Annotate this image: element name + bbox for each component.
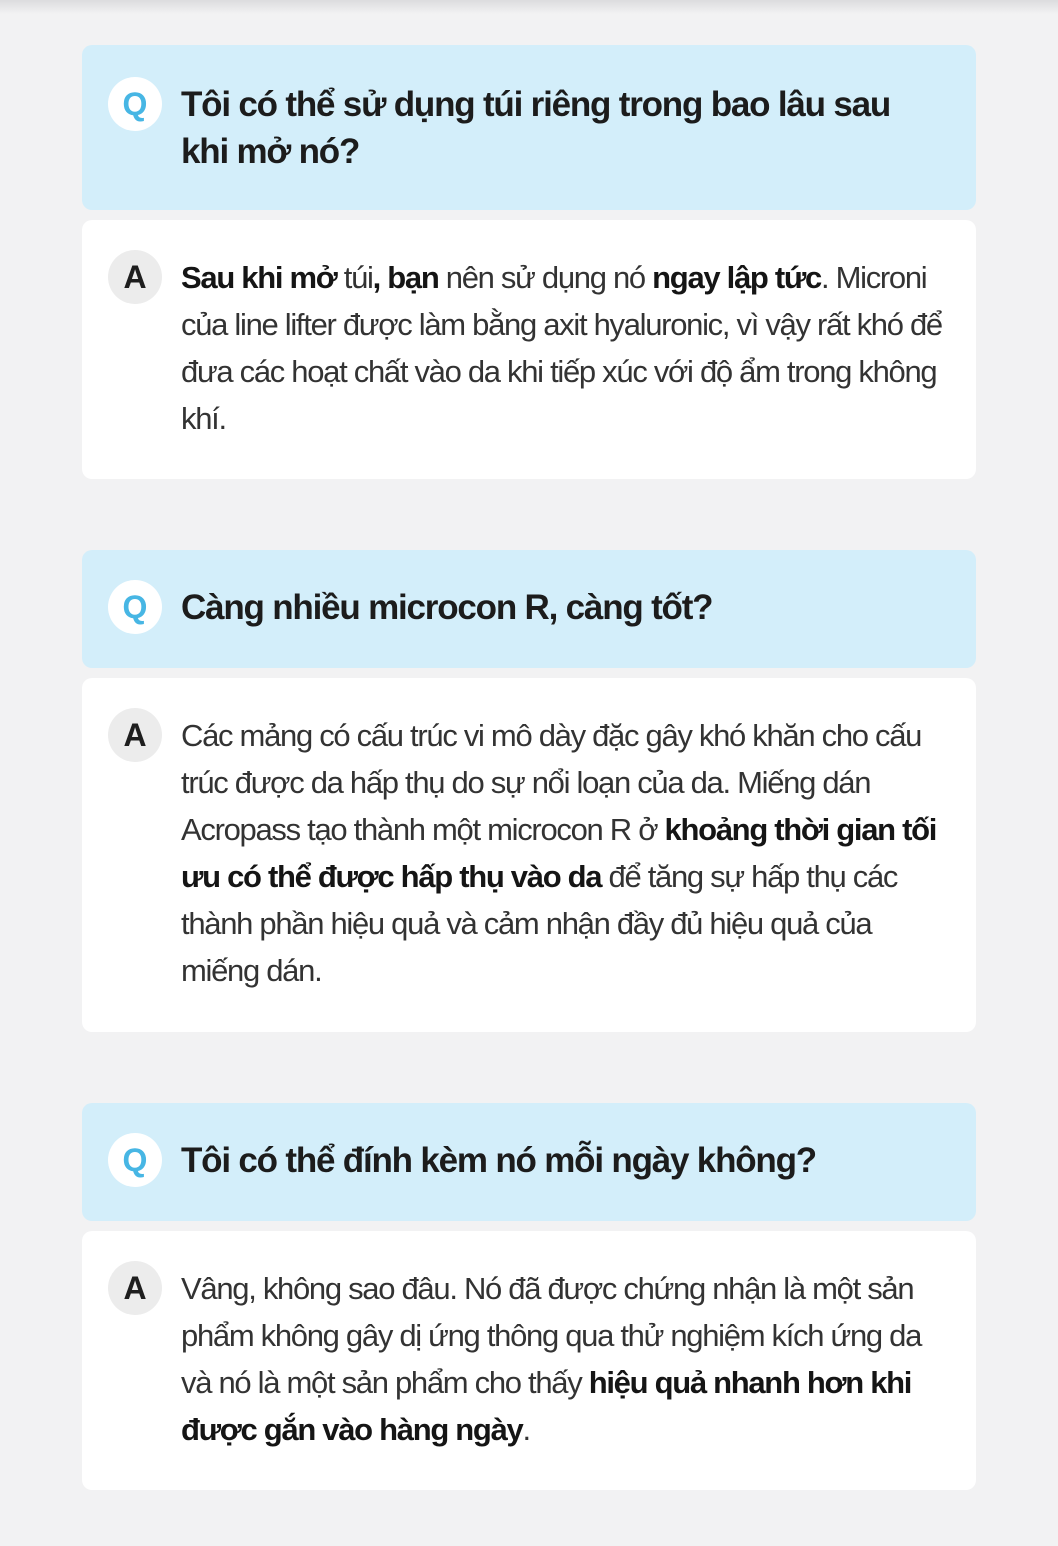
- answer-text: [181, 254, 950, 442]
- question-text: Tôi có thể sử dụng túi riêng trong bao lâu sau khi mở nó?: [181, 85, 891, 171]
- faq-item: [82, 1103, 976, 1490]
- answer-segment: khoảng thời gian tối ưu có thể được hấp thụ vào da: [181, 812, 937, 894]
- answer-segment: để tăng sự hấp thụ các thành phần hiệu quả và cảm nhận đầy đủ hiệu quả của miếng dán.: [181, 859, 898, 988]
- answer-segment: nên sử dụng nó: [438, 260, 653, 295]
- question-badge: Q: [108, 1133, 162, 1187]
- answer-segment: . Microni của line lifter được làm bằng axit hyaluronic, vì vậy rất khó để đưa các hoạt chất vào da khi tiếp xúc với độ ẩm trong không khí.: [181, 260, 942, 436]
- question-badge: Q: [108, 580, 162, 634]
- answer-segment: Vâng, không sao đâu. Nó đã được chứng nhận là một sản phẩm không gây dị ứng thông qua thử nghiệm kích ứng da và nó là một sản phẩm cho thấy: [181, 1271, 922, 1400]
- answer-text: [181, 712, 950, 994]
- faq-answer: [82, 678, 976, 1032]
- faq-question[interactable]: [82, 45, 976, 210]
- faq-list: [82, 45, 976, 1490]
- faq-item: [82, 550, 976, 1032]
- answer-badge: A: [108, 1261, 162, 1315]
- faq-item: [82, 45, 976, 479]
- faq-question[interactable]: [82, 1103, 976, 1221]
- question-badge: Q: [108, 77, 162, 131]
- faq-answer: [82, 1231, 976, 1490]
- answer-segment: .: [522, 1412, 530, 1447]
- answer-badge: A: [108, 708, 162, 762]
- answer-segment: Sau khi mở: [181, 260, 337, 295]
- faq-answer: [82, 220, 976, 479]
- answer-text: [181, 1265, 950, 1453]
- answer-segment: túi: [336, 260, 373, 295]
- question-text: Càng nhiều microcon R, càng tốt?: [181, 588, 713, 627]
- answer-badge: A: [108, 250, 162, 304]
- answer-segment: hiệu quả nhanh hơn khi được gắn vào hàng ngày: [181, 1365, 912, 1447]
- question-text: Tôi có thể đính kèm nó mỗi ngày không?: [181, 1141, 816, 1180]
- answer-segment: ngay lập tức: [652, 260, 821, 295]
- answer-segment: Các mảng có cấu trúc vi mô dày đặc gây khó khăn cho cấu trúc được da hấp thụ do sự nổi loạn của da. Miếng dán Acropass tạo thành một microcon R ở: [181, 718, 922, 847]
- faq-question[interactable]: [82, 550, 976, 668]
- answer-segment: , bạn: [372, 260, 439, 295]
- top-shadow: [0, 0, 1058, 14]
